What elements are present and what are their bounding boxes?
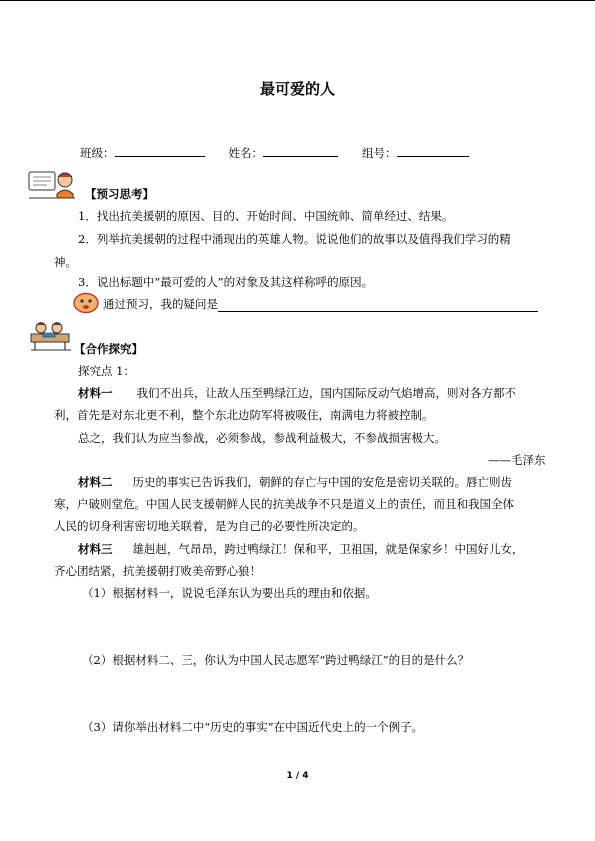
preview-heading: 【预习思考】 [85,187,154,201]
material-2-text: 历史的事实已告诉我们，朝鲜的存亡与中国的安危是密切关联的。唇亡则齿 [132,475,512,489]
explore-question-3: （3）请你举出材料二中“历史的事实”在中国近代史上的一个例子。 [82,720,424,734]
material-3-line1 [78,541,524,557]
material-2-line3: 人民的切身利害密切地关联着，是为自己的必要性所决定的。 [54,519,365,533]
material-1-text: 我们不出兵，让敌人压至鸭绿江边，国内国际反动气焰增高，则对各方都不 [136,386,516,400]
name-label: 姓名： [228,146,263,160]
explore-question-1: （1）根据材料一，说说毛泽东认为要出兵的理由和依据。 [82,586,377,600]
preview-question-3: 3．说出标题中“最可爱的人”的对象及其这样称呼的原因。 [78,275,374,289]
page-title: 最可爱的人 [259,80,335,98]
explore-question-2: （2）根据材料二、三，你认为中国人民志愿军“跨过鸭绿江”的目的是什么？ [82,653,470,667]
students-at-desk-icon [27,318,73,352]
doubt-line [103,296,538,312]
group-label: 组号： [362,146,397,160]
student-info-row [80,145,469,161]
preview-question-2-line1: 2．列举抗美援朝的过程中涌现出的英雄人物。说说他们的故事以及值得我们学习的精 [78,232,511,246]
name-blank[interactable] [263,145,338,157]
thinking-face-icon [72,292,100,314]
explore-point-1: 探究点 1： [78,364,135,378]
preview-question-1: 1．找出抗美援朝的原因、目的、开始时间、中国统帅、简单经过、结果。 [78,209,454,223]
explore-heading: 【合作探究】 [74,342,143,356]
group-blank[interactable] [397,145,469,157]
doubt-label: 通过预习，我的疑问是 [103,297,218,311]
material-1-source: ——毛泽东 [488,453,546,467]
reading-child-icon [27,168,77,200]
class-field [80,145,205,161]
group-field [362,145,469,161]
material-1-line1 [78,385,516,401]
top-rule [0,0,595,1]
page-number: 1 / 4 [286,771,309,781]
name-field [229,145,339,161]
preview-question-2-line2: 神。 [54,255,77,269]
class-label: 班级： [80,146,115,160]
material-1-line2: 利，首先是对东北更不利，整个东北边防军将被吸住，南满电力将被控制。 [54,408,434,422]
class-blank[interactable] [115,145,205,157]
material-3-text: 雄赳赳，气昂昂，跨过鸭绿江！保和平，卫祖国，就是保家乡！中国好儿女， [132,542,524,556]
material-3-label: 材料三 [78,542,113,556]
material-2-label: 材料二 [78,475,113,489]
material-1-line3: 总之，我们认为应当参战，必须参战，参战利益极大，不参战损害极大。 [78,431,446,445]
material-2-line2: 寒，户破则堂危。中国人民支援朝鲜人民的抗美战争不只是道义上的责任，而且和我国全体 [54,497,514,511]
material-3-line2: 齐心团结紧，抗美援朝打败美帝野心狼！ [54,564,261,578]
material-2-line1 [78,474,512,490]
doubt-answer-blank[interactable] [218,299,538,312]
material-1-label: 材料一 [78,386,113,400]
